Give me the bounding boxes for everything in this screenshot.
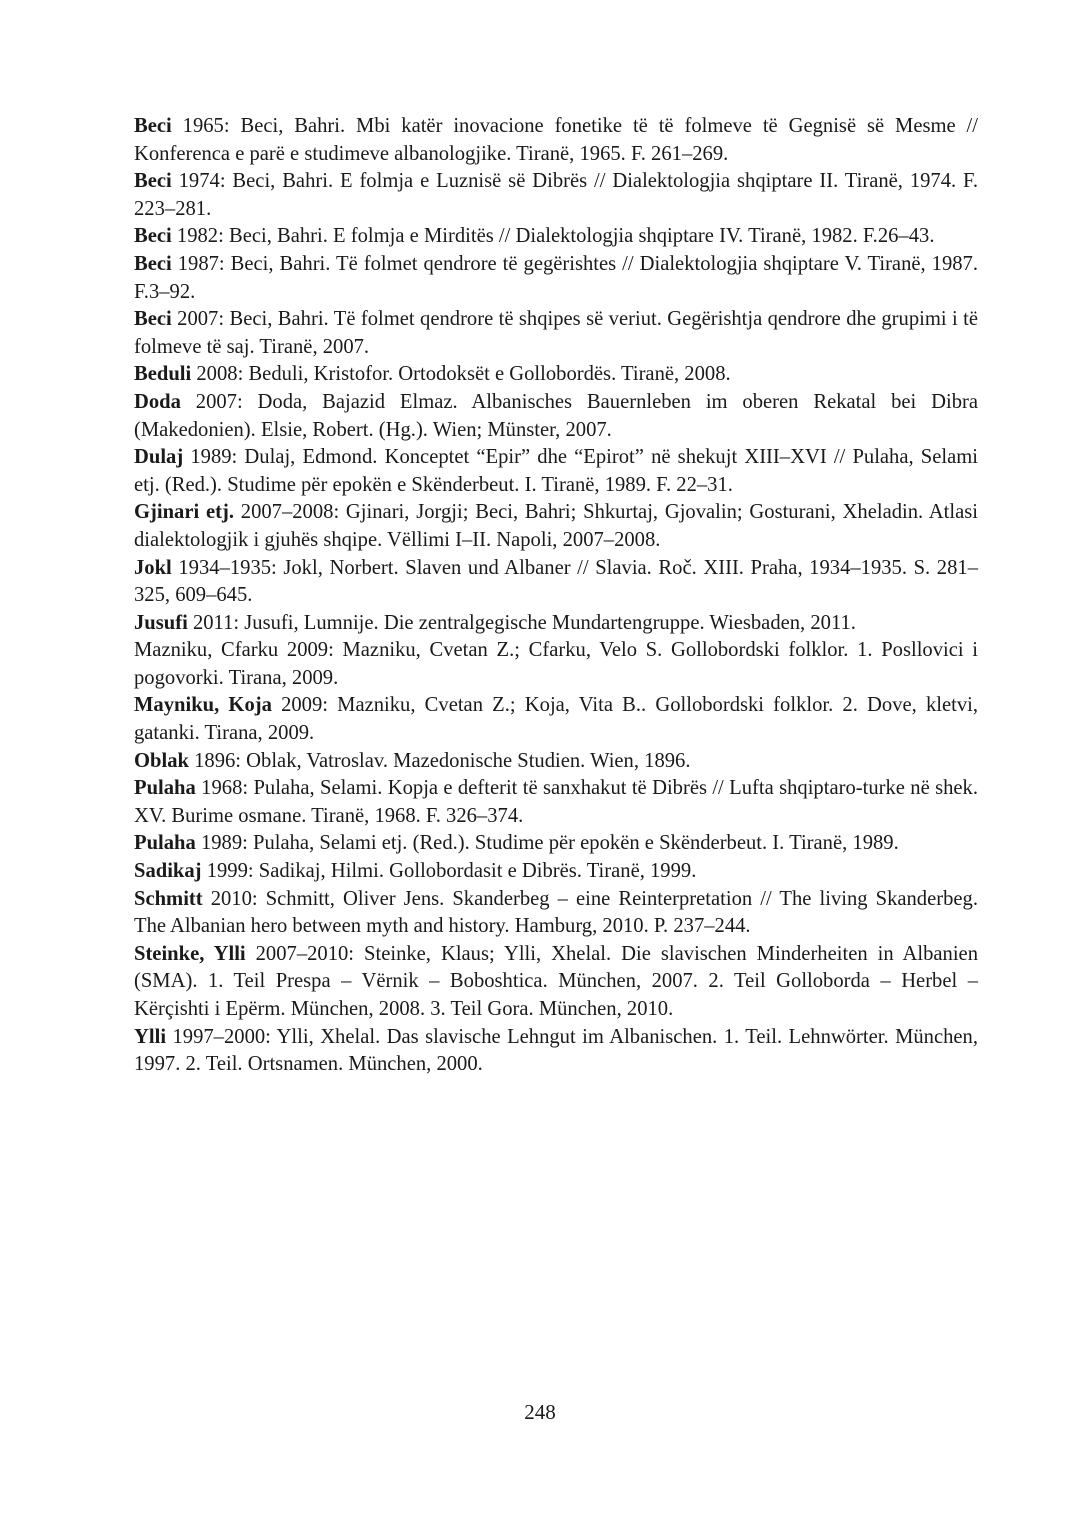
entry-key: Beci <box>134 170 172 193</box>
entry-key: Beci <box>134 225 172 248</box>
bibliography-entry <box>134 637 978 692</box>
bibliography-entry <box>134 499 978 554</box>
bibliography-entry <box>134 113 978 168</box>
entry-key: Beci <box>134 115 172 137</box>
bibliography-entry <box>134 168 978 223</box>
bibliography-entry <box>134 830 978 858</box>
entry-text: 1968: Pulaha, Selami. Kopja e defterit të sanxhakut të Dibrës // Lufta shqiptaro-turke në shek. XV. Burime osmane. Tiranë, 1968. F. 326–374. <box>134 777 978 827</box>
entry-text: 1965: Beci, Bahri. Mbi katër inovacione fonetike të të folmeve të Gegnisë së Mesme // Konferenca e parë e studimeve albanologjike. Tiranë, 1965. F. 261–269. <box>134 115 978 165</box>
entry-text: 1987: Beci, Bahri. Të folmet qendrore të gegërishtes // Dialektologjia shqiptare V. Tiranë, 1987. F.3–92. <box>134 252 978 303</box>
entry-key: Ylli <box>134 1025 167 1048</box>
bibliography-entry <box>134 610 978 638</box>
entry-text: Mazniku, Cfarku 2009: Mazniku, Cvetan Z.; Cfarku, Velo S. Gollobordski folklor. 1. Posllovici i pogovorki. Tirana, 2009. <box>134 639 978 689</box>
entry-text: 2008: Beduli, Kristofor. Ortodoksët e Gollobordës. Tiranë, 2008. <box>191 363 731 386</box>
entry-key: Dulaj <box>134 446 184 469</box>
entry-key: Pulaha <box>134 832 196 855</box>
entry-text: 1989: Pulaha, Selami etj. (Red.). Studime për epokën e Skënderbeut. I. Tiranë, 1989. <box>195 832 899 855</box>
bibliography-entry <box>134 775 978 830</box>
entry-key: Pulaha <box>134 777 196 800</box>
entry-key: Beci <box>134 252 172 275</box>
entry-text: 1982: Beci, Bahri. E folmja e Mirditës // Dialektologjia shqiptare IV. Tiranë, 1982. F.26–43. <box>171 225 935 248</box>
entry-text: 2010: Schmitt, Oliver Jens. Skanderbeg – eine Reinterpretation // The living Skanderbeg. The Albanian hero between myth and history. Hamburg, 2010. P. 237–244. <box>134 887 978 938</box>
entry-text: 1989: Dulaj, Edmond. Konceptet “Epir” dhe “Epirot” në shekujt XIII–XVI // Pulaha, Selami etj. (Red.). Studime për epokën e Skënderbeut. I. Tiranë, 1989. F. 22–31. <box>134 446 978 496</box>
entry-text: 2011: Jusufi, Lumnije. Die zentralgegische Mundartengruppe. Wiesbaden, 2011. <box>187 611 856 634</box>
bibliography-entry <box>134 1024 978 1079</box>
bibliography-entry <box>134 306 978 361</box>
bibliography-entry <box>134 223 978 251</box>
bibliography-entry <box>134 444 978 499</box>
entry-key: Beci <box>134 308 172 331</box>
entry-key: Jusufi <box>134 611 188 634</box>
entry-key: Sadikaj <box>134 860 202 883</box>
bibliography-entry <box>134 361 978 389</box>
bibliography-entry <box>134 886 978 941</box>
entry-text: 1896: Oblak, Vatroslav. Mazedonische Studien. Wien, 1896. <box>188 749 691 772</box>
entry-text: 1974: Beci, Bahri. E folmja e Luznisë së Dibrës // Dialektologjia shqiptare II. Tiranë, 1974. F. 223–281. <box>134 170 978 220</box>
entry-key: Steinke, Ylli <box>134 942 246 965</box>
entry-text: 2007: Doda, Bajazid Elmaz. Albanisches Bauernleben im oberen Rekatal bei Dibra (Makedonien). Elsie, Robert. (Hg.). Wien; Münster, 2007. <box>134 390 978 441</box>
entry-key: Schmitt <box>134 887 203 910</box>
bibliography-entry <box>134 748 978 776</box>
bibliography-entry <box>134 251 978 306</box>
entry-key: Mayniku, Koja <box>134 694 272 717</box>
entry-text: 2009: Mazniku, Cvetan Z.; Koja, Vita B.. Gollobordski folklor. 2. Dove, kletvi, gatanki. Tirana, 2009. <box>134 694 978 745</box>
bibliography-entry <box>134 692 978 747</box>
entry-text: 2007–2010: Steinke, Klaus; Ylli, Xhelal. Die slavischen Minderheiten in Albanien (SMA). 1. Teil Prespa – Vërnik – Boboshtica. München, 2007. 2. Teil Golloborda – Herbel – Kërçishti i Epërm. München, 2008. 3. Teil Gora. München, 2010. <box>134 942 978 1020</box>
bibliography-entry <box>134 389 978 444</box>
entry-text: 1997–2000: Ylli, Xhelal. Das slavische Lehngut im Albanischen. 1. Teil. Lehnwörter. München, 1997. 2. Teil. Ortsnamen. München, 2000. <box>134 1025 978 1076</box>
entry-text: 2007: Beci, Bahri. Të folmet qendrore të shqipes së veriut. Gegërishtja qendrore dhe grupimi i të folmeve të saj. Tiranë, 2007. <box>134 308 978 358</box>
entry-text: 1934–1935: Jokl, Norbert. Slaven und Albaner // Slavia. Roč. XIII. Praha, 1934–1935. S. 281–325, 609–645. <box>134 556 978 607</box>
entry-key: Doda <box>134 390 181 413</box>
entry-key: Gjinari etj. <box>134 501 234 524</box>
page-number: 248 <box>524 1400 556 1424</box>
bibliography-list <box>134 113 978 1079</box>
bibliography-entry <box>134 555 978 610</box>
bibliography-entry <box>134 941 978 1024</box>
entry-key: Jokl <box>134 556 172 579</box>
entry-text: 2007–2008: Gjinari, Jorgji; Beci, Bahri; Shkurtaj, Gjovalin; Gosturani, Xheladin. Atlasi dialektologjik i gjuhës shqipe. Vëllimi I–II. Napoli, 2007–2008. <box>134 501 978 551</box>
entry-text: 1999: Sadikaj, Hilmi. Gollobordasit e Dibrës. Tiranë, 1999. <box>201 860 697 883</box>
bibliography-entry <box>134 858 978 886</box>
entry-key: Beduli <box>134 363 192 386</box>
entry-key: Oblak <box>134 749 189 772</box>
